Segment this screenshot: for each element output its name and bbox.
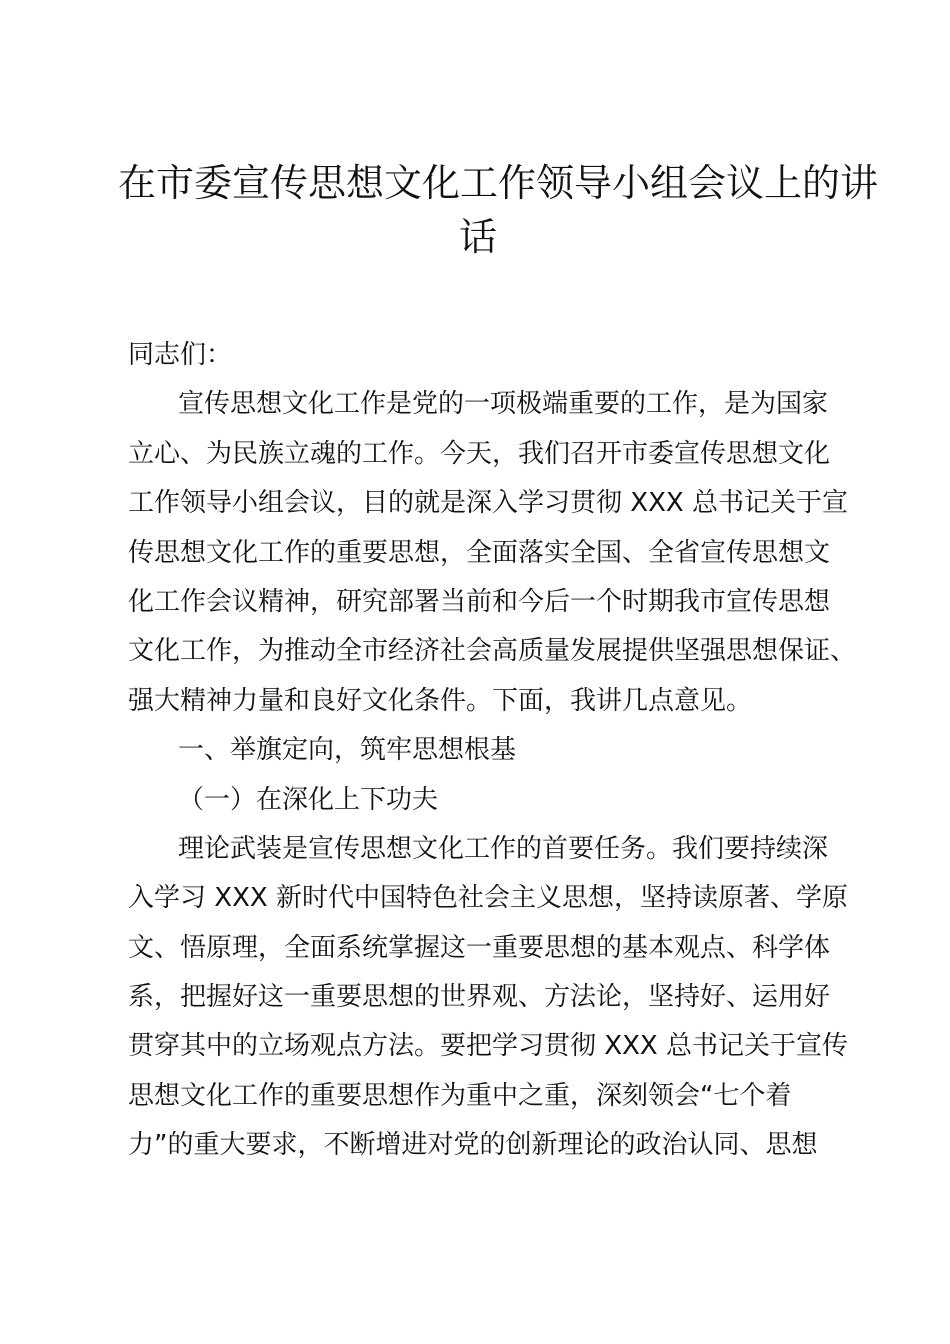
paragraph-line: 入学习 XXX 新时代中国特色社会主义思想，坚持读原著、学原 (128, 883, 848, 914)
paragraph-line: 宣传思想文化工作是党的一项极端重要的工作，是为国家 (178, 389, 829, 420)
paragraph-line: 化工作会议精神，研究部署当前和今后一个时期我市宣传思想 (128, 586, 831, 617)
salutation: 同志们： (128, 340, 233, 370)
title-line-1: 在市委宣传思想文化工作领导小组会议上的讲 (118, 161, 879, 205)
paragraph-line: 强大精神力量和良好文化条件。下面，我讲几点意见。 (128, 685, 753, 716)
title-line-2: 话 (458, 215, 497, 259)
section-heading: 一、举旗定向，筑牢思想根基 (178, 735, 517, 766)
document-title (118, 156, 879, 264)
paragraph-line: 工作领导小组会议，目的就是深入学习贯彻 XXX 总书记关于宣 (128, 488, 848, 519)
paragraph-line: 立心、为民族立魂的工作。今天，我们召开市委宣传思想文化 (128, 438, 831, 469)
paragraph-line: 文化工作，为推动全市经济社会高质量发展提供坚强思想保证、 (128, 636, 857, 667)
document-body (128, 331, 857, 1171)
paragraph-line: 系，把握好这一重要思想的世界观、方法论，坚持好、运用好 (128, 982, 831, 1013)
subsection-heading: （一）在深化上下功夫 (178, 784, 439, 815)
paragraph-line: 理论武装是宣传思想文化工作的首要任务。我们要持续深 (178, 833, 829, 864)
paragraph-line: 贯穿其中的立场观点方法。要把学习贯彻 XXX 总书记关于宣传 (128, 1031, 848, 1062)
paragraph-line: 思想文化工作的重要思想作为重中之重，深刻领会“七个着 (128, 1080, 792, 1111)
paragraph-line: 力”的重大要求，不断增进对党的创新理论的政治认同、思想 (128, 1130, 818, 1161)
paragraph-line: 传思想文化工作的重要思想，全面落实全国、全省宣传思想文 (128, 537, 831, 568)
paragraph-line: 文、悟原理，全面系统掌握这一重要思想的基本观点、科学体 (128, 932, 831, 963)
